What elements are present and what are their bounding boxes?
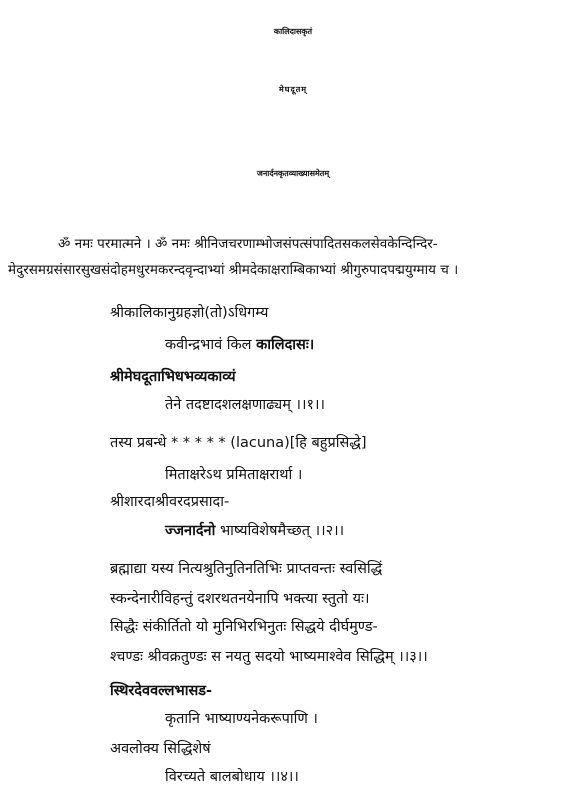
verse-4-line-4: विरच्यते बालबोधाय ।।४।। — [165, 769, 299, 785]
intro-line-1: ॐ नमः परमात्मने । ॐ नमः श्रीनिजचरणाम्भोजसंपत्संपादितसकलसेवकेन्दिन्दिर- — [58, 236, 438, 252]
verse-2-line-4: ज्जनार्दनो भाष्यविशेषमैच्छत् ।।२।। — [165, 523, 345, 539]
commentator-name: ज्जनार्दनो — [165, 523, 216, 539]
page-title: मेघदूतम् — [278, 85, 308, 94]
author-line: कालिदासकृतं — [273, 27, 313, 36]
verse-1-line-4: तेने तदष्टादशलक्षणाढ्यम् ।।१।। — [165, 397, 326, 413]
verse-2-line-1: तस्य प्रबन्धे * * * * * (lacuna)[हि बहुप्रसिद्धे] — [110, 435, 367, 451]
verse-4-line-2: कृतानि भाष्याण्यनेकरूपाणि । — [165, 711, 318, 727]
poet-name: कालिदासः। — [256, 337, 315, 353]
page-subtitle: जनार्दनकृतव्याख्यासमेतम् — [256, 169, 330, 178]
verse-3-line-1: ब्रह्माद्या यस्य नित्यश्रुतिनुतिनतिभिः प्राप्तवन्तः स्वसिद्धिं — [110, 561, 383, 577]
verse-4-line-3: अवलोक्य सिद्धिशेषं — [110, 741, 211, 757]
verse-1-line-1: श्रीकालिकानुग्रहज्ञो(तो)ऽधिगम्य — [110, 305, 269, 321]
verse-1-line-3: श्रीमेघदूताभिधभव्यकाव्यं — [110, 369, 236, 385]
verse-4-line-1: स्थिरदेववल्लभासड- — [110, 683, 213, 699]
verse-2-line-3: श्रीशारदाश्रीवरदप्रसादा- — [110, 494, 230, 510]
verse-3-line-4: श्चण्डः श्रीवक्रतुण्डः स नयतु सदयो भाष्यमाश्वेव सिद्धिम् ।।३।। — [110, 649, 428, 665]
verse-1-line-2: कवीन्द्रभावं किल कालिदासः। — [165, 337, 315, 353]
verse-2-line-2: मिताक्षरेऽथ प्रमिताक्षरार्था । — [165, 467, 303, 483]
verse-3-line-2: स्कन्देनारीविहन्तुं दशरथतनयेनापि भक्त्या स्तुतो यः। — [110, 591, 370, 607]
intro-line-2: मेदुरसमग्रसंसारसुखसंदोहमधुरमकरन्दवृन्दाभ्यां श्रीमदेकाक्षराम्बिकाभ्यां श्रीगुरुपादपद्मयुग्माय च । — [8, 262, 459, 278]
verse-3-line-3: सिद्धैः संकीर्तितो यो मुनिभिरभिनुतः सिद्धये दीर्घमुण्ड- — [110, 619, 378, 635]
